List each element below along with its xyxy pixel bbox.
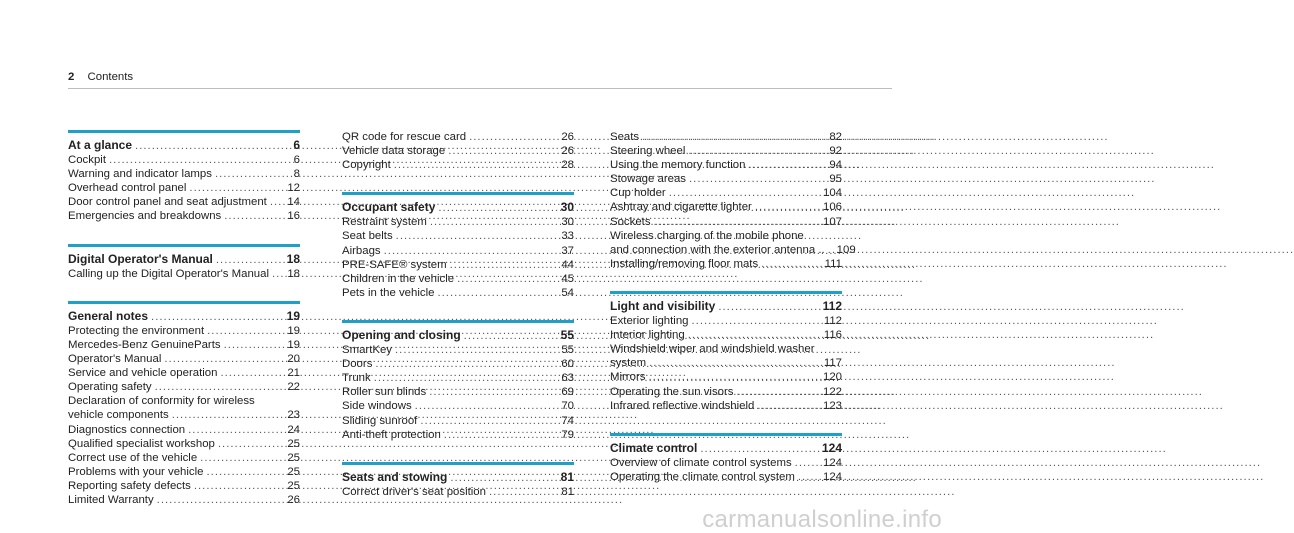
section-page: 55 xyxy=(560,327,574,342)
dot-leader xyxy=(798,470,820,484)
toc-entry[interactable] xyxy=(68,267,300,281)
toc-entry[interactable] xyxy=(68,479,300,493)
dot-leader xyxy=(755,200,820,214)
dot-leader xyxy=(700,442,819,456)
toc-entry[interactable] xyxy=(610,356,842,370)
dot-leader xyxy=(216,253,284,267)
dot-leader xyxy=(688,144,826,158)
entry-label: Door control panel and seat adjustment xyxy=(68,196,267,209)
entry-page: 124 xyxy=(822,456,842,469)
dot-leader xyxy=(795,456,820,470)
toc-section xyxy=(610,130,856,271)
section-page: 19 xyxy=(286,308,300,323)
toc-section xyxy=(342,320,574,442)
entry-page: 18 xyxy=(287,267,300,280)
toc-entry-continued[interactable] xyxy=(610,229,842,243)
dot-leader xyxy=(429,385,558,399)
entry-page: 123 xyxy=(822,399,842,412)
entry-page: 106 xyxy=(822,201,842,214)
entry-page: 25 xyxy=(287,479,300,492)
entry-page: 26 xyxy=(287,493,300,506)
entry-label: Emergencies and breakdowns xyxy=(68,210,222,223)
dot-leader xyxy=(420,414,558,428)
toc-entry[interactable] xyxy=(68,380,300,394)
entry-page: 92 xyxy=(829,145,842,158)
entry-label: SmartKey xyxy=(342,344,393,357)
toc-entry[interactable] xyxy=(610,399,842,413)
entry-page: 63 xyxy=(561,372,574,385)
entry-page: 44 xyxy=(561,258,574,271)
toc-entry[interactable] xyxy=(610,370,842,384)
toc-entry[interactable] xyxy=(342,371,574,385)
dot-leader xyxy=(688,328,821,342)
toc-entry[interactable] xyxy=(68,352,300,366)
dot-leader xyxy=(642,130,826,144)
entry-page: 94 xyxy=(829,159,842,172)
dot-leader xyxy=(718,300,819,314)
toc-entry[interactable] xyxy=(610,385,842,399)
toc-section xyxy=(68,244,300,281)
toc-entry[interactable] xyxy=(68,195,300,209)
entry-label: Limited Warranty xyxy=(68,493,154,506)
toc-column-1 xyxy=(68,130,300,527)
dot-leader xyxy=(828,243,834,257)
dot-leader xyxy=(375,357,558,371)
section-page: 81 xyxy=(560,469,574,484)
dot-leader xyxy=(415,399,559,413)
toc-entry[interactable] xyxy=(68,338,300,352)
page-header xyxy=(68,70,133,84)
dot-leader xyxy=(270,195,285,209)
entry-page: 24 xyxy=(287,423,300,436)
dot-leader xyxy=(151,310,284,324)
dot-leader xyxy=(109,153,291,167)
dot-leader xyxy=(224,338,285,352)
toc-entry[interactable] xyxy=(342,286,574,300)
entry-page: 69 xyxy=(561,386,574,399)
section-heading[interactable] xyxy=(68,244,300,267)
dot-leader xyxy=(194,479,284,493)
section-heading[interactable] xyxy=(68,130,300,153)
entry-label: Correct use of the vehicle xyxy=(68,451,198,464)
toc-entry[interactable] xyxy=(342,385,574,399)
entry-page: 6 xyxy=(293,154,300,167)
entry-label: Airbags xyxy=(342,244,381,257)
toc-entry[interactable] xyxy=(342,244,574,258)
toc-entry[interactable] xyxy=(342,258,574,272)
page-title: Contents xyxy=(87,71,134,83)
entry-label: Overview of climate control systems xyxy=(610,456,792,469)
entry-label: Operating the sun visors xyxy=(610,385,734,398)
entry-page: 95 xyxy=(829,173,842,186)
dot-leader xyxy=(206,465,284,479)
entry-label: Restraint system xyxy=(342,216,427,229)
entry-page: 16 xyxy=(287,210,300,223)
entry-label: Windshield wiper and windshield washer xyxy=(610,343,815,356)
entry-page: 25 xyxy=(287,437,300,450)
entry-label: Mercedes-Benz GenuineParts xyxy=(68,338,221,351)
entry-label: Installing/removing floor mats xyxy=(610,257,759,270)
entry-label: Trunk xyxy=(342,372,371,385)
section-title: General notes xyxy=(68,308,149,323)
entry-page: 111 xyxy=(824,257,842,270)
dot-leader xyxy=(444,428,559,442)
section-page: 124 xyxy=(821,440,842,455)
entry-label: QR code for rescue card xyxy=(342,131,467,143)
section-heading[interactable] xyxy=(342,192,574,215)
entry-label: Anti-theft protection xyxy=(342,428,441,441)
entry-page: 25 xyxy=(287,465,300,478)
dot-leader xyxy=(689,172,826,186)
section-title: Climate control xyxy=(610,440,698,455)
toc-entry[interactable] xyxy=(68,465,300,479)
entry-label: Seats xyxy=(610,131,640,143)
toc-column-2 xyxy=(342,130,574,519)
dot-leader xyxy=(489,485,558,499)
toc-entry[interactable] xyxy=(342,158,574,172)
entry-label: Mirrors xyxy=(610,371,646,384)
toc-entry[interactable] xyxy=(610,257,842,271)
toc-section xyxy=(68,301,300,507)
toc-entry[interactable] xyxy=(610,456,842,470)
entry-page: 107 xyxy=(822,215,842,228)
toc-entry[interactable] xyxy=(610,243,856,257)
entry-page: 33 xyxy=(561,230,574,243)
dot-leader xyxy=(757,399,820,413)
entry-page: 116 xyxy=(823,329,842,342)
entry-page: 8 xyxy=(293,168,300,181)
entry-label: Infrared reflective windshield xyxy=(610,399,755,412)
entry-label: Cockpit xyxy=(68,154,106,167)
dot-leader xyxy=(761,257,822,271)
toc-entry[interactable] xyxy=(68,408,300,422)
toc-entry[interactable] xyxy=(342,414,574,428)
entry-label: Vehicle data storage xyxy=(342,145,446,158)
dot-leader xyxy=(384,244,559,258)
toc-entry[interactable] xyxy=(610,215,842,229)
dot-leader xyxy=(648,370,820,384)
entry-page: 120 xyxy=(822,371,842,384)
section-heading[interactable] xyxy=(610,433,842,456)
entry-label: Side windows xyxy=(342,400,412,413)
dot-leader xyxy=(164,352,284,366)
entry-label: vehicle components xyxy=(68,409,169,422)
entry-label: Doors xyxy=(342,358,373,371)
entry-page: 79 xyxy=(561,428,574,441)
toc-entry[interactable] xyxy=(610,186,842,200)
entry-page: 22 xyxy=(287,381,300,394)
entry-label: Copyright xyxy=(342,159,391,172)
entry-label: Calling up the Digital Operator's Manual xyxy=(68,267,269,280)
section-heading[interactable] xyxy=(342,462,574,485)
toc-entry[interactable] xyxy=(342,144,574,158)
entry-page: 54 xyxy=(561,286,574,299)
entry-page: 19 xyxy=(287,324,300,337)
toc-entry[interactable] xyxy=(342,343,574,357)
toc-entry[interactable] xyxy=(342,130,574,144)
dot-leader xyxy=(669,186,820,200)
dot-leader xyxy=(748,158,826,172)
dot-leader xyxy=(457,272,558,286)
toc-entry[interactable] xyxy=(68,437,300,451)
dot-leader xyxy=(450,258,559,272)
toc-entry[interactable] xyxy=(68,324,300,338)
entry-page: 25 xyxy=(287,451,300,464)
entry-page: 117 xyxy=(823,357,842,370)
section-heading[interactable] xyxy=(610,291,842,314)
toc-entry[interactable] xyxy=(342,272,574,286)
entry-label: Exterior lighting xyxy=(610,315,689,328)
entry-label: Seat belts xyxy=(342,230,393,243)
entry-page: 109 xyxy=(836,243,856,256)
toc-entry[interactable] xyxy=(610,200,842,214)
dot-leader xyxy=(189,181,284,195)
section-title: Light and visibility xyxy=(610,298,716,313)
entry-label: Protecting the environment xyxy=(68,324,205,337)
entry-label: system xyxy=(610,357,647,370)
entry-label: Operating safety xyxy=(68,381,152,394)
dot-leader xyxy=(272,267,284,281)
toc-entry[interactable] xyxy=(610,328,842,342)
entry-page: 37 xyxy=(561,244,574,257)
section-heading[interactable] xyxy=(68,301,300,324)
toc-entry[interactable] xyxy=(68,366,300,380)
entry-page: 28 xyxy=(561,159,574,172)
section-page: 18 xyxy=(286,251,300,266)
entry-page: 26 xyxy=(561,145,574,158)
entry-page: 82 xyxy=(829,131,842,143)
entry-label: Pets in the vehicle xyxy=(342,286,435,299)
dot-leader xyxy=(450,471,557,485)
toc-entry[interactable] xyxy=(68,153,300,167)
toc-entry[interactable] xyxy=(68,181,300,195)
toc-entry[interactable] xyxy=(610,314,842,328)
dot-leader xyxy=(188,423,284,437)
toc-entry[interactable] xyxy=(342,357,574,371)
entry-label: Operating the climate control system xyxy=(610,470,795,483)
entry-page: 60 xyxy=(561,358,574,371)
entry-page: 21 xyxy=(287,367,300,380)
section-heading[interactable] xyxy=(342,320,574,343)
entry-page: 23 xyxy=(287,409,300,422)
toc-entry[interactable] xyxy=(342,215,574,229)
dot-leader xyxy=(395,343,558,357)
entry-label: Overhead control panel xyxy=(68,182,187,195)
entry-page: 26 xyxy=(561,131,574,143)
section-page: 6 xyxy=(293,138,300,152)
toc-entry[interactable] xyxy=(68,493,300,507)
entry-label: Diagnostics connection xyxy=(68,423,186,436)
entry-label: Roller sun blinds xyxy=(342,386,427,399)
entry-page: 45 xyxy=(561,272,574,285)
entry-page: 124 xyxy=(822,470,842,483)
dot-leader xyxy=(224,209,284,223)
dot-leader xyxy=(218,437,284,451)
toc-section xyxy=(610,291,842,413)
entry-label: Cup holder xyxy=(610,187,666,200)
toc-entry[interactable] xyxy=(342,229,574,243)
section-title: Digital Operator's Manual xyxy=(68,251,213,266)
dot-leader xyxy=(215,167,291,181)
dot-leader xyxy=(649,356,821,370)
dot-leader xyxy=(135,139,290,153)
toc-entry[interactable] xyxy=(342,399,574,413)
dot-leader xyxy=(464,329,558,343)
entry-page: 14 xyxy=(287,196,300,209)
entry-label: PRE-SAFE® system xyxy=(342,258,447,271)
entry-page: 30 xyxy=(561,216,574,229)
toc-entry-continued[interactable] xyxy=(610,342,842,356)
dot-leader xyxy=(396,229,559,243)
dot-leader xyxy=(692,314,821,328)
section-title: Occupant safety xyxy=(342,200,436,215)
section-page: 112 xyxy=(822,298,842,313)
entry-label: Declaration of conformity for wireless xyxy=(68,395,255,408)
toc-column-3 xyxy=(610,130,856,504)
toc-entry[interactable] xyxy=(610,470,842,484)
header-divider xyxy=(68,88,892,89)
dot-leader xyxy=(220,366,284,380)
dot-leader xyxy=(438,201,557,215)
section-title: Seats and stowing xyxy=(342,469,448,484)
entry-label: Problems with your vehicle xyxy=(68,465,204,478)
toc-section xyxy=(342,192,574,300)
dot-leader xyxy=(430,215,559,229)
dot-leader xyxy=(374,371,559,385)
entry-page: 74 xyxy=(561,414,574,427)
dot-leader xyxy=(157,493,285,507)
entry-page: 55 xyxy=(561,344,574,357)
entry-label: Using the memory function xyxy=(610,159,746,172)
entry-label: Correct driver's seat position xyxy=(342,485,486,498)
entry-label: Stowage areas xyxy=(610,173,686,186)
entry-page: 20 xyxy=(287,353,300,366)
toc-section xyxy=(610,433,842,484)
entry-page: 104 xyxy=(822,187,842,200)
toc-entry[interactable] xyxy=(68,423,300,437)
entry-label: Sliding sunroof xyxy=(342,414,418,427)
entry-page: 81 xyxy=(561,485,574,498)
toc-entry[interactable] xyxy=(342,485,574,499)
dot-leader xyxy=(207,324,284,338)
toc-section xyxy=(342,462,574,499)
dot-leader xyxy=(200,451,284,465)
toc-entry[interactable] xyxy=(610,158,842,172)
section-title: Opening and closing xyxy=(342,327,461,342)
dot-leader xyxy=(437,286,558,300)
toc-entry[interactable] xyxy=(610,130,842,144)
toc-section xyxy=(68,130,300,224)
entry-label: Reporting safety defects xyxy=(68,479,191,492)
dot-leader xyxy=(448,144,558,158)
entry-page: 12 xyxy=(287,182,300,195)
entry-label: Wireless charging of the mobile phone xyxy=(610,229,804,242)
entry-page: 122 xyxy=(822,385,842,398)
watermark: carmanualsonline.info xyxy=(702,505,942,533)
dot-leader xyxy=(155,380,285,394)
dot-leader xyxy=(469,130,558,144)
dot-leader xyxy=(394,158,559,172)
entry-label: Warning and indicator lamps xyxy=(68,168,212,181)
entry-label: Service and vehicle operation xyxy=(68,367,218,380)
toc-entry[interactable] xyxy=(610,172,842,186)
entry-label: and connection with the exterior antenna .. xyxy=(610,243,825,256)
toc-entry[interactable] xyxy=(68,209,300,223)
entry-label: Qualified specialist workshop xyxy=(68,437,215,450)
dot-leader xyxy=(654,215,820,229)
toc-entry-continued[interactable] xyxy=(68,394,300,408)
entry-label: Sockets xyxy=(610,215,651,228)
entry-page: 19 xyxy=(287,338,300,351)
entry-page: 70 xyxy=(561,400,574,413)
toc-entry[interactable] xyxy=(68,167,300,181)
toc-entry[interactable] xyxy=(68,451,300,465)
entry-label: Operator's Manual xyxy=(68,353,162,366)
page-number: 2 xyxy=(68,71,75,83)
dot-leader xyxy=(172,408,285,422)
toc-entry[interactable] xyxy=(610,144,842,158)
toc-section xyxy=(342,130,574,172)
toc-entry[interactable] xyxy=(342,428,574,442)
section-page: 30 xyxy=(560,200,574,215)
entry-label: Ashtray and cigarette lighter xyxy=(610,201,752,214)
entry-page: 112 xyxy=(823,315,842,328)
entry-label: Interior lighting xyxy=(610,329,685,342)
entry-label: Steering wheel xyxy=(610,145,686,158)
section-title: At a glance xyxy=(68,138,133,152)
dot-leader xyxy=(736,385,820,399)
entry-label: Children in the vehicle xyxy=(342,272,455,285)
